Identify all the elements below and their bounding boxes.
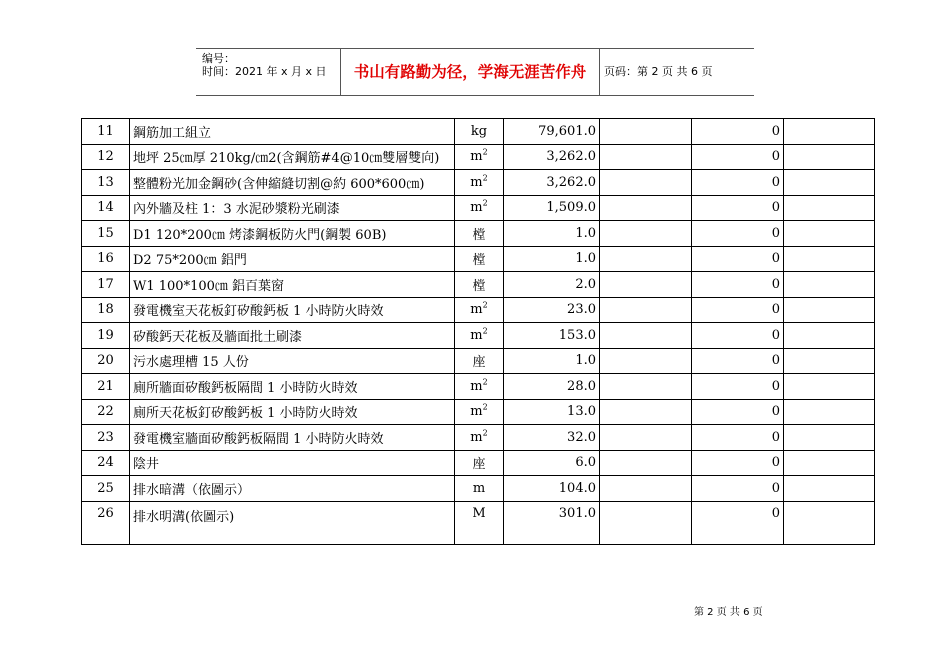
item-description-cell: 內外牆及柱 1：3 水泥砂漿粉光刷漆 bbox=[130, 195, 455, 221]
item-description-cell: D2 75*200㎝ 鋁門 bbox=[130, 246, 455, 272]
remarks-cell bbox=[784, 450, 875, 476]
unit-price-cell bbox=[600, 221, 692, 247]
table-row bbox=[82, 374, 875, 400]
unit-text: 樘 bbox=[472, 278, 486, 294]
remarks-cell bbox=[784, 170, 875, 196]
item-description-cell: 排水明溝(依圖示) bbox=[130, 501, 455, 544]
amount-cell: 0 bbox=[692, 144, 784, 170]
unit-price-cell bbox=[600, 374, 692, 400]
quantity-cell: 32.0 bbox=[504, 425, 600, 451]
unit-text: m bbox=[472, 480, 486, 496]
unit-cell bbox=[455, 221, 504, 247]
unit-cell bbox=[455, 501, 504, 544]
remarks-cell bbox=[784, 348, 875, 374]
unit-text: m bbox=[470, 174, 483, 190]
quantity-cell: 1,509.0 bbox=[504, 195, 600, 221]
unit-price-cell bbox=[600, 450, 692, 476]
unit-price-cell bbox=[600, 119, 692, 145]
quantity-cell: 1.0 bbox=[504, 221, 600, 247]
unit-price-cell bbox=[600, 323, 692, 349]
time-label: 时间：2021 年 x 月 x 日 bbox=[202, 65, 327, 78]
unit-superscript: 2 bbox=[482, 173, 488, 183]
amount-cell: 0 bbox=[692, 425, 784, 451]
item-number-cell: 13 bbox=[82, 170, 130, 196]
item-number-cell: 25 bbox=[82, 476, 130, 502]
quantity-cell: 3,262.0 bbox=[504, 170, 600, 196]
item-description-cell: 鋼筋加工組立 bbox=[130, 119, 455, 145]
unit-superscript: 2 bbox=[482, 402, 488, 412]
quantity-cell: 3,262.0 bbox=[504, 144, 600, 170]
item-number-cell: 19 bbox=[82, 323, 130, 349]
unit-cell bbox=[455, 450, 504, 476]
table-row bbox=[82, 119, 875, 145]
unit-text: m bbox=[470, 327, 483, 343]
remarks-cell bbox=[784, 323, 875, 349]
amount-cell: 0 bbox=[692, 348, 784, 374]
quantity-cell: 28.0 bbox=[504, 374, 600, 400]
item-description-cell: 發電機室牆面矽酸鈣板隔間 1 小時防火時效 bbox=[130, 425, 455, 451]
unit-superscript: 2 bbox=[482, 300, 488, 310]
unit-cell bbox=[455, 195, 504, 221]
item-number-cell: 23 bbox=[82, 425, 130, 451]
table-row bbox=[82, 501, 875, 544]
unit-price-cell bbox=[600, 272, 692, 298]
item-number-cell: 14 bbox=[82, 195, 130, 221]
item-number-cell: 24 bbox=[82, 450, 130, 476]
remarks-cell bbox=[784, 374, 875, 400]
quantity-cell: 13.0 bbox=[504, 399, 600, 425]
item-description-cell: 地坪 25㎝厚 210kg/㎝2(含鋼筋#4@10㎝雙層雙向) bbox=[130, 144, 455, 170]
remarks-cell bbox=[784, 501, 875, 544]
unit-cell bbox=[455, 374, 504, 400]
unit-text: kg bbox=[470, 123, 488, 139]
remarks-cell bbox=[784, 246, 875, 272]
unit-superscript: 2 bbox=[482, 147, 488, 157]
table-row bbox=[82, 323, 875, 349]
amount-cell: 0 bbox=[692, 272, 784, 298]
quantity-cell: 6.0 bbox=[504, 450, 600, 476]
amount-cell: 0 bbox=[692, 297, 784, 323]
amount-cell: 0 bbox=[692, 246, 784, 272]
unit-text: 座 bbox=[472, 355, 486, 371]
item-description-cell: 排水暗溝（依圖示） bbox=[130, 476, 455, 502]
unit-cell bbox=[455, 297, 504, 323]
remarks-cell bbox=[784, 425, 875, 451]
unit-superscript: 2 bbox=[482, 377, 488, 387]
header-page-label: 页码：第 2 页 共 6 页 bbox=[604, 65, 713, 78]
unit-price-cell bbox=[600, 348, 692, 374]
serial-label: 编号： bbox=[202, 52, 235, 65]
unit-text: 樘 bbox=[472, 227, 486, 243]
unit-cell bbox=[455, 170, 504, 196]
quantity-cell: 1.0 bbox=[504, 246, 600, 272]
quantity-cell: 1.0 bbox=[504, 348, 600, 374]
remarks-cell bbox=[784, 476, 875, 502]
item-description-cell: D1 120*200㎝ 烤漆鋼板防火門(鋼製 60B) bbox=[130, 221, 455, 247]
unit-cell bbox=[455, 144, 504, 170]
unit-cell bbox=[455, 399, 504, 425]
item-number-cell: 18 bbox=[82, 297, 130, 323]
unit-superscript: 2 bbox=[482, 198, 488, 208]
item-description-cell: 整體粉光加金鋼砂(含伸縮縫切割@約 600*600㎝) bbox=[130, 170, 455, 196]
amount-cell: 0 bbox=[692, 119, 784, 145]
item-number-cell: 22 bbox=[82, 399, 130, 425]
unit-price-cell bbox=[600, 144, 692, 170]
table-row bbox=[82, 221, 875, 247]
amount-cell: 0 bbox=[692, 399, 784, 425]
header-motto: 书山有路勤为径，学海无涯苦作舟 bbox=[340, 49, 600, 95]
unit-text: 樘 bbox=[472, 253, 486, 269]
table-row bbox=[82, 195, 875, 221]
quantity-table bbox=[81, 118, 875, 545]
remarks-cell bbox=[784, 195, 875, 221]
item-number-cell: 26 bbox=[82, 501, 130, 544]
unit-text: m bbox=[470, 302, 483, 318]
remarks-cell bbox=[784, 221, 875, 247]
quantity-cell: 104.0 bbox=[504, 476, 600, 502]
quantity-cell: 301.0 bbox=[504, 501, 600, 544]
unit-price-cell bbox=[600, 246, 692, 272]
unit-text: m bbox=[470, 149, 483, 165]
remarks-cell bbox=[784, 272, 875, 298]
unit-price-cell bbox=[600, 425, 692, 451]
amount-cell: 0 bbox=[692, 221, 784, 247]
table-row bbox=[82, 399, 875, 425]
item-number-cell: 21 bbox=[82, 374, 130, 400]
unit-cell bbox=[455, 476, 504, 502]
page-footer: 第 2 页 共 6 页 bbox=[694, 607, 763, 618]
unit-price-cell bbox=[600, 501, 692, 544]
unit-text: m bbox=[470, 200, 483, 216]
unit-price-cell bbox=[600, 195, 692, 221]
item-number-cell: 11 bbox=[82, 119, 130, 145]
table-row bbox=[82, 297, 875, 323]
unit-text: m bbox=[470, 378, 483, 394]
unit-price-cell bbox=[600, 399, 692, 425]
item-number-cell: 17 bbox=[82, 272, 130, 298]
table-row bbox=[82, 272, 875, 298]
unit-cell bbox=[455, 348, 504, 374]
remarks-cell bbox=[784, 119, 875, 145]
page-header bbox=[196, 48, 754, 96]
unit-cell bbox=[455, 425, 504, 451]
unit-text: m bbox=[470, 404, 483, 420]
table-row bbox=[82, 425, 875, 451]
table-row bbox=[82, 450, 875, 476]
quantity-cell: 2.0 bbox=[504, 272, 600, 298]
amount-cell: 0 bbox=[692, 501, 784, 544]
unit-cell bbox=[455, 323, 504, 349]
amount-cell: 0 bbox=[692, 476, 784, 502]
item-description-cell: 污水處理槽 15 人份 bbox=[130, 348, 455, 374]
quantity-cell: 23.0 bbox=[504, 297, 600, 323]
table-row bbox=[82, 476, 875, 502]
unit-cell bbox=[455, 119, 504, 145]
amount-cell: 0 bbox=[692, 170, 784, 196]
remarks-cell bbox=[784, 297, 875, 323]
item-number-cell: 16 bbox=[82, 246, 130, 272]
amount-cell: 0 bbox=[692, 450, 784, 476]
unit-cell bbox=[455, 272, 504, 298]
quantity-cell: 79,601.0 bbox=[504, 119, 600, 145]
item-description-cell: 廁所天花板釘矽酸鈣板 1 小時防火時效 bbox=[130, 399, 455, 425]
item-number-cell: 15 bbox=[82, 221, 130, 247]
table-row bbox=[82, 144, 875, 170]
item-number-cell: 12 bbox=[82, 144, 130, 170]
item-description-cell: 發電機室天花板釘矽酸鈣板 1 小時防火時效 bbox=[130, 297, 455, 323]
amount-cell: 0 bbox=[692, 195, 784, 221]
unit-text: 座 bbox=[472, 457, 486, 473]
unit-cell bbox=[455, 246, 504, 272]
unit-superscript: 2 bbox=[482, 326, 488, 336]
table-row bbox=[82, 246, 875, 272]
unit-price-cell bbox=[600, 297, 692, 323]
unit-text: M bbox=[472, 505, 486, 521]
amount-cell: 0 bbox=[692, 374, 784, 400]
header-meta bbox=[196, 49, 340, 95]
unit-price-cell bbox=[600, 170, 692, 196]
table-row bbox=[82, 348, 875, 374]
amount-cell: 0 bbox=[692, 323, 784, 349]
item-description-cell: 矽酸鈣天花板及牆面批土刷漆 bbox=[130, 323, 455, 349]
item-number-cell: 20 bbox=[82, 348, 130, 374]
remarks-cell bbox=[784, 144, 875, 170]
quantity-cell: 153.0 bbox=[504, 323, 600, 349]
remarks-cell bbox=[784, 399, 875, 425]
item-description-cell: W1 100*100㎝ 鋁百葉窗 bbox=[130, 272, 455, 298]
item-description-cell: 陰井 bbox=[130, 450, 455, 476]
unit-text: m bbox=[470, 429, 483, 445]
unit-price-cell bbox=[600, 476, 692, 502]
table-row bbox=[82, 170, 875, 196]
item-description-cell: 廁所牆面矽酸鈣板隔間 1 小時防火時效 bbox=[130, 374, 455, 400]
unit-superscript: 2 bbox=[482, 428, 488, 438]
